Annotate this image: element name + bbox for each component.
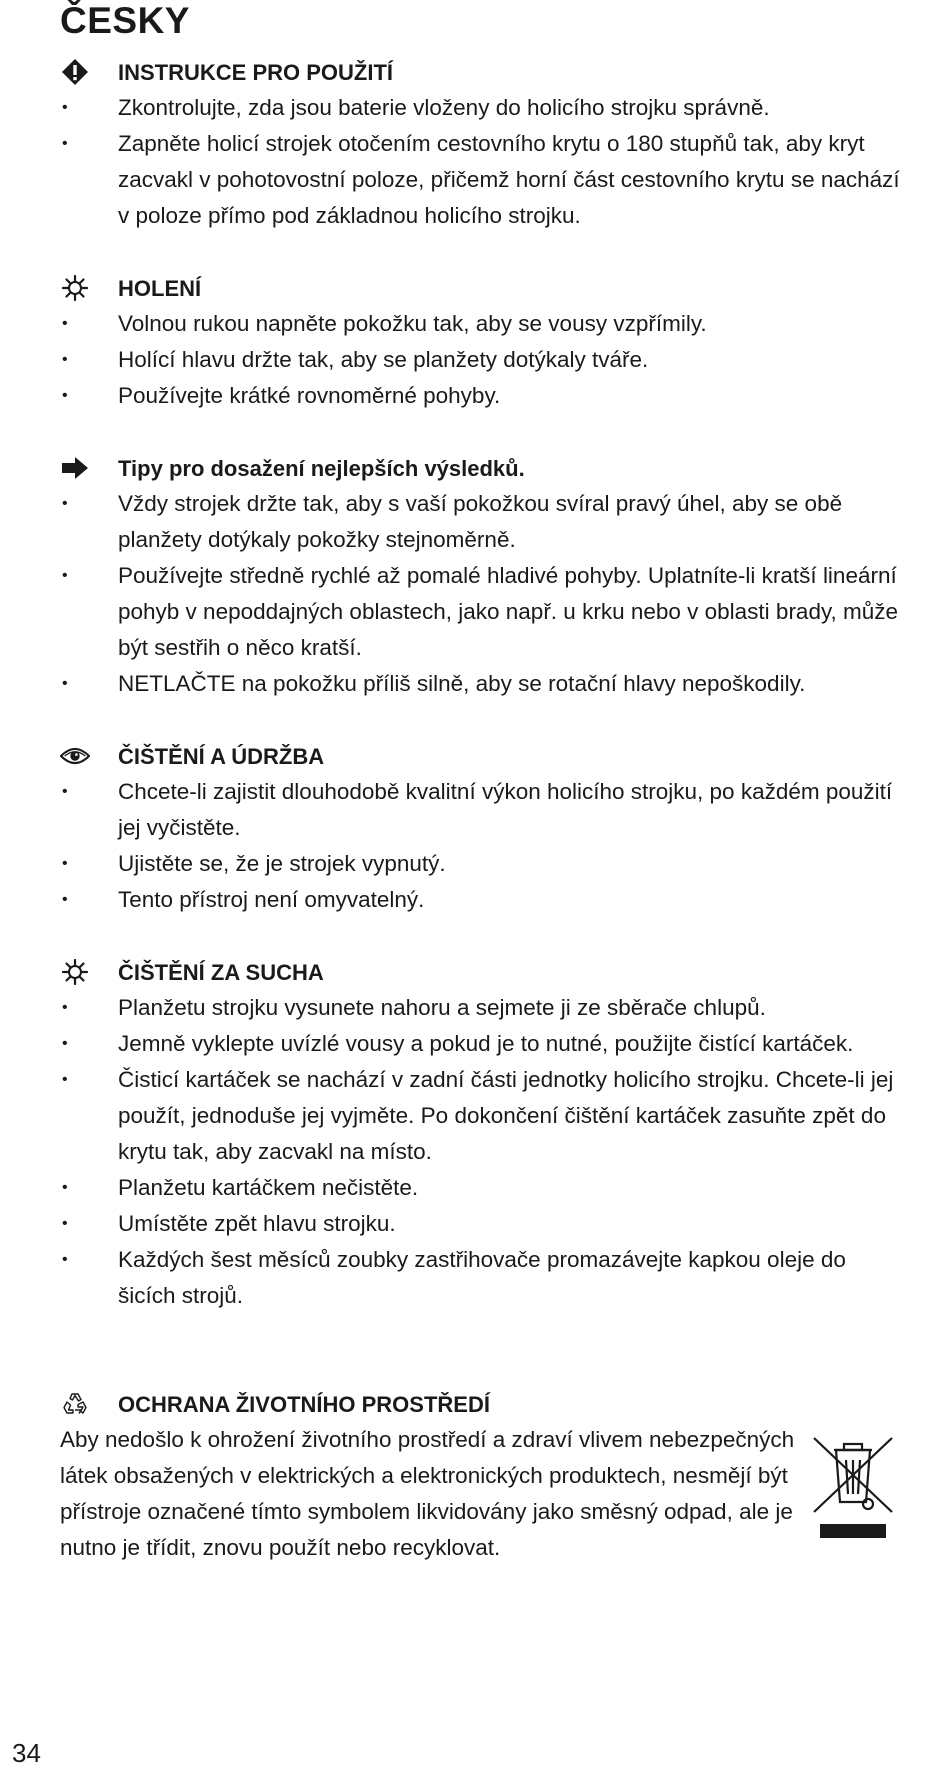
list-item: • Jemně vyklepte uvízlé vousy a pokud je to nutné, použijte čistící kartáček. [60,1026,900,1062]
sun-burst-icon [60,274,90,302]
list-item: • Každých šest měsíců zoubky zastřihovače promazávejte kapkou oleje do šicích strojů. [60,1242,900,1314]
section-instructions [60,54,900,234]
arrow-right-icon [60,454,90,482]
list-item: • Holící hlavu držte tak, aby se planžety dotýkaly tváře. [60,342,900,378]
list-item: • Čisticí kartáček se nachází v zadní části jednotky holicího strojku. Chcete-li jej použít, jednoduše jej vyjměte. Po dokončení čištění kartáček zasuňte zpět do krytu tak, aby zacvakl na místo. [60,1062,900,1170]
list-item: • Vždy strojek držte tak, aby s vaší pokožkou svíral pravý úhel, aby se obě planžety dotýkaly pokožky stejnoměrně. [60,486,900,558]
list-item: • Planžetu strojku vysunete nahoru a sejmete ji ze sběrače chlupů. [60,990,900,1026]
list-item: • Ujistěte se, že je strojek vypnutý. [60,846,900,882]
list-item: • Planžetu kartáčkem nečistěte. [60,1170,900,1206]
bullet-list [60,306,900,414]
list-item: • Chcete-li zajistit dlouhodobě kvalitní výkon holicího strojku, po každém použití jej vyčistěte. [60,774,900,846]
section-title: Tipy pro dosažení nejlepších výsledků. [118,456,525,481]
page-number: 34 [12,1738,41,1768]
page-title: ČESKY [60,0,190,41]
list-item: • Používejte krátké rovnoměrné pohyby. [60,378,900,414]
eye-icon [60,742,90,770]
section-header [60,1386,900,1422]
list-item: • Používejte středně rychlé až pomalé hladivé pohyby. Uplatníte-li kratší lineární pohyb v nepoddajných oblastech, jako např. u krku nebo v oblasti brady, může být sestřih o něco kratší. [60,558,900,666]
section-title: ČIŠTĚNÍ ZA SUCHA [118,960,324,985]
section-cleaning [60,738,900,918]
list-item: • NETLAČTE na pokožku příliš silně, aby se rotační hlavy nepoškodily. [60,666,900,702]
bullet-list [60,774,900,918]
list-item: • Tento přístroj není omyvatelný. [60,882,900,918]
bullet-list [60,486,900,702]
crossed-out-wheelie-bin-icon [810,1432,896,1542]
list-item: • Volnou rukou napněte pokožku tak, aby se vousy vzpřímily. [60,306,900,342]
section-header [60,450,900,486]
section-dry-cleaning [60,954,900,1314]
warning-diamond-icon [60,58,90,86]
environment-paragraph: Aby nedošlo k ohrožení životního prostředí a zdraví vlivem nebezpečných látek obsažených v elektrických a elektronických produktech, nesmějí být přístroje označené tímto symbolem likvidovány jako směsný odpad, ale je nutno je třídit, znovu použít nebo recyklovat. [60,1427,795,1560]
list-item: • Umístěte zpět hlavu strojku. [60,1206,900,1242]
section-tips [60,450,900,702]
recycle-icon [60,1390,90,1418]
sun-burst-icon [60,958,90,986]
list-item: • Zkontrolujte, zda jsou baterie vloženy do holicího strojku správně. [60,90,900,126]
bullet-list [60,990,900,1314]
section-header [60,54,900,90]
section-header [60,954,900,990]
section-title: INSTRUKCE PRO POUŽITÍ [118,60,394,85]
section-header [60,270,900,306]
section-shaving [60,270,900,414]
section-title: ČIŠTĚNÍ A ÚDRŽBA [118,744,325,769]
list-item: • Zapněte holicí strojek otočením cestovního krytu o 180 stupňů tak, aby kryt zacvakl v pohotovostní poloze, přičemž horní část cestovního krytu se nachází v poloze přímo pod základnou holicího strojku. [60,126,900,234]
section-title: HOLENÍ [118,276,202,301]
bullet-list [60,90,900,234]
section-title: OCHRANA ŽIVOTNÍHO PROSTŘEDÍ [118,1392,490,1417]
section-environment [60,1386,900,1566]
section-header [60,738,900,774]
